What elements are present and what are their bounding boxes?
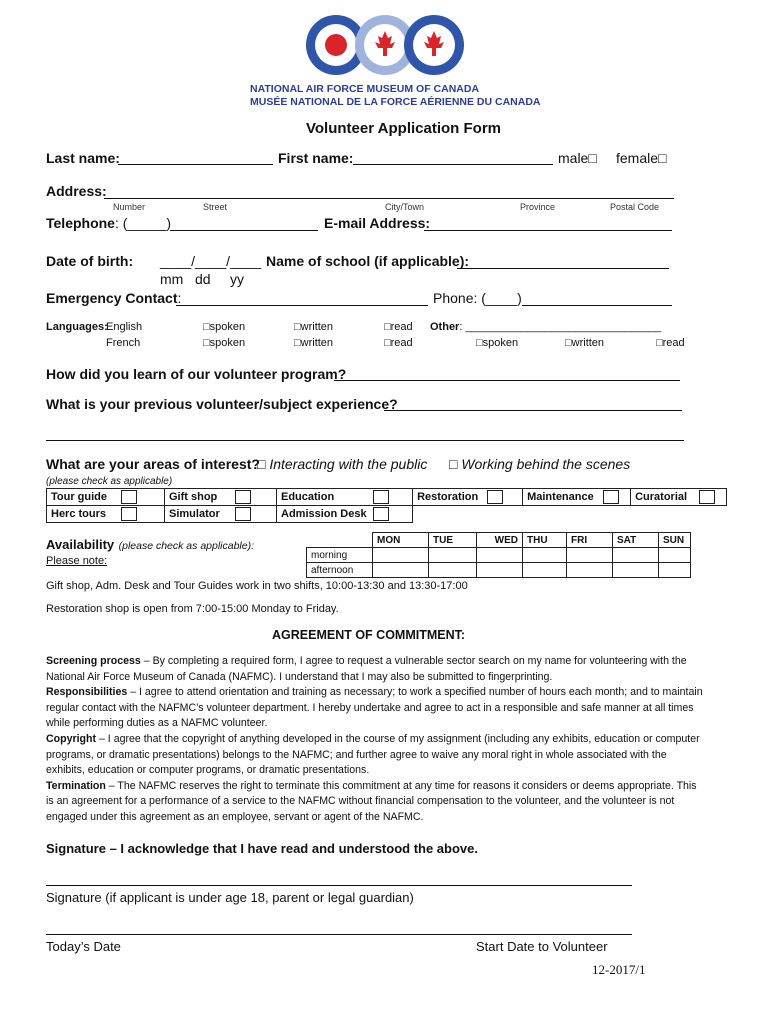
slot-cell[interactable] [429,563,477,578]
interest-restoration: Restoration [413,489,485,506]
dob-format: mm dd yy [160,271,245,287]
form-code: 12-2017/1 [592,962,646,977]
day-tue: TUE [429,533,477,548]
termination-text: – The NAFMC reserves the right to terminate this commitment at any time for reasons it considers or deems appropriate. This is an agreement for a performance of a service to the NAFMC without financial compensation to the volunteer, and the volunteer is not engaged under this agreement as an employee, servant or agent of the NAFMC. [46,779,697,823]
last-name-label: Last name: [46,150,120,166]
row-morning: morning [307,548,373,563]
address-city-hint: City/Town [385,202,425,212]
availability-corner [307,533,373,548]
slot-cell[interactable] [477,563,523,578]
dob-field[interactable]: ____/____/____ [160,253,262,269]
french-read-checkbox[interactable]: □read [384,337,413,349]
interest-admission-desk: Admission Desk [277,506,371,523]
female-label: female [616,150,659,166]
checkbox[interactable] [121,507,137,521]
availability-morning-row [307,548,691,563]
day-sun: SUN [659,533,691,548]
screening-title: Screening process [46,655,141,667]
other-language-field[interactable]: : ________________________________ [459,321,662,333]
agreement-heading: AGREEMENT OF COMMITMENT: [272,628,466,642]
interest-maintenance: Maintenance [523,489,601,506]
phone-label: Phone: (____) [433,290,522,306]
checkbox[interactable] [373,490,389,504]
admission-desk-checkbox[interactable] [371,506,413,523]
guardian-signature-field[interactable] [46,934,632,935]
slot-cell[interactable] [613,563,659,578]
day-sat: SAT [613,533,659,548]
please-note: Please note: [46,555,108,567]
interest-behind-option[interactable]: □ Working behind the scenes [449,456,631,472]
french-spoken-checkbox[interactable]: □spoken [203,337,246,349]
curatorial-checkbox[interactable] [697,489,727,506]
education-checkbox[interactable] [371,489,413,506]
interest-tour-guide: Tour guide [47,489,119,506]
herc-tours-checkbox[interactable] [119,506,165,523]
signature-field[interactable] [46,885,632,886]
interest-gift-shop: Gift shop [165,489,233,506]
language-english: English [106,321,143,333]
dob-label: Date of birth: [46,253,134,269]
start-date-label: Start Date to Volunteer [476,939,608,954]
org-name-fr: MUSÉE NATIONAL DE LA FORCE AÉRIENNE DU CANADA [250,96,541,108]
learn-field[interactable] [334,380,680,381]
experience-field-2[interactable] [46,440,684,441]
address-street-hint: Street [203,202,228,212]
female-option[interactable]: female□ [616,150,667,166]
day-thu: THU [523,533,567,548]
screening-paragraph [46,654,706,826]
telephone-paren: : (_____) [114,215,172,231]
address-province-hint: Province [520,202,556,212]
other-read-checkbox[interactable]: □read [656,337,685,349]
signature-acknowledge: Signature – I acknowledge that I have read and understood the above. [46,841,478,856]
maintenance-checkbox[interactable] [601,489,631,506]
interest-education: Education [277,489,371,506]
availability-label: Availability [46,537,115,552]
address-postal-hint: Postal Code [610,202,660,212]
address-number-hint: Number [113,202,146,212]
availability-row [46,536,254,554]
todays-date-label: Today’s Date [46,939,121,954]
other-language-row[interactable] [430,321,661,333]
slot-cell[interactable] [523,548,567,563]
availability-header-row [307,533,691,548]
language-french: French [106,337,141,349]
first-name-field[interactable] [353,164,553,165]
responsibilities-title: Responsibilities [46,686,128,699]
languages-label: Languages: [46,321,108,333]
other-spoken-checkbox[interactable]: □spoken [476,337,519,349]
screening-text: – By completing a required form, I agree to request a vulnerable sector search on my name for volunteering with the National Air Force Museum of Canada (NAFMC). I understand that I may also be submitted to fingerprinting. [46,655,687,683]
interest-public-option[interactable]: □ Interacting with the public [257,456,428,472]
french-written-checkbox[interactable]: □written [294,337,334,349]
last-name-field[interactable] [118,164,273,165]
roundel-logo [304,12,466,78]
slot-cell[interactable] [613,548,659,563]
shift-note: Gift shop, Adm. Desk and Tour Guides work in two shifts, 10:00-13:30 and 13:30-17:00 [46,580,468,592]
learn-question: How did you learn of our volunteer program? [46,366,347,382]
email-field[interactable] [424,230,672,231]
slot-cell[interactable] [567,548,613,563]
emergency-label: Emergency Contact [46,290,178,306]
interest-curatorial: Curatorial [631,489,697,506]
english-written-checkbox[interactable]: □written [294,321,334,333]
row-afternoon: afternoon [307,563,373,578]
checkbox[interactable] [373,507,389,521]
telephone-field[interactable] [170,230,318,231]
experience-field[interactable] [384,410,682,411]
copyright-text: – I agree that the copyright of anything developed in the course of my assignment (including any exhibits, education or computer programs, or dramatic presentations) belongs to the NAFMC; and further agree to waive any moral right in whole associated with the exhibits, education or computer programs, or dramatic presentations. [46,732,700,777]
tour-guide-checkbox[interactable] [119,489,165,506]
restoration-note: Restoration shop is open from 7:00-15:00 Monday to Friday. [46,603,339,615]
emergency-row: Emergency Contact: [46,290,182,306]
email-label: E-mail Address: [324,215,431,231]
availability-note: (please check as applicable): [118,540,255,552]
day-wed: WED [477,533,523,548]
english-spoken-checkbox[interactable]: □spoken [203,321,246,333]
address-label: Address: [46,183,107,199]
english-read-checkbox[interactable]: □read [384,321,413,333]
slot-cell[interactable] [477,548,523,563]
restoration-checkbox[interactable] [485,489,523,506]
school-label: Name of school (if applicable): [266,253,470,269]
slot-cell[interactable] [429,548,477,563]
checkbox[interactable] [235,490,251,504]
slot-cell[interactable] [373,563,429,578]
checkbox[interactable] [487,490,503,504]
other-language-label: Other [430,321,460,333]
termination-title: Termination [46,779,106,792]
experience-question: What is your previous volunteer/subject experience? [46,396,398,412]
other-written-checkbox[interactable]: □written [565,337,605,349]
interest-table [46,488,727,523]
emergency-field[interactable] [176,305,428,306]
simulator-checkbox[interactable] [233,506,277,523]
interest-herc-tours: Herc tours [47,506,119,523]
address-field[interactable] [104,198,674,199]
interest-question: What are your areas of interest? [46,456,260,472]
interest-row [47,506,727,523]
checkbox[interactable] [603,490,619,504]
male-option[interactable]: male□ [558,150,597,166]
slot-cell[interactable] [567,563,613,578]
copyright-title: Copyright [46,732,97,745]
school-field[interactable] [457,268,669,269]
guardian-signature-label: Signature (if applicant is under age 18, parent or legal guardian) [46,890,414,905]
telephone-label: Telephone [46,215,115,231]
slot-cell[interactable] [659,548,691,563]
interest-row [47,489,727,506]
interest-check-note: (please check as applicable) [46,476,173,487]
availability-table [306,532,691,578]
form-title: Volunteer Application Form [306,120,502,137]
slot-cell[interactable] [523,563,567,578]
day-fri: FRI [567,533,613,548]
checkbox[interactable] [699,490,715,504]
slot-cell[interactable] [659,563,691,578]
slot-cell[interactable] [373,548,429,563]
day-mon: MON [373,533,429,548]
org-name-en: NATIONAL AIR FORCE MUSEUM OF CANADA [250,83,480,95]
phone-field[interactable] [522,305,672,306]
responsibilities-text: – I agree to attend orientation and training as necessary; to work a specified number of hours each month; and to maintain regular contact with the NAFMC’s volunteer department. I hereby undertake and agree to act in a responsible and safe manner at all times while performing duties as a NAFMC volunteer. [46,686,703,730]
male-label: male [558,150,589,166]
telephone-row [46,215,171,231]
checkbox[interactable] [235,507,251,521]
checkbox[interactable] [121,490,137,504]
availability-afternoon-row [307,563,691,578]
gift-shop-checkbox[interactable] [233,489,277,506]
interest-simulator: Simulator [165,506,233,523]
first-name-label: First name: [278,150,354,166]
